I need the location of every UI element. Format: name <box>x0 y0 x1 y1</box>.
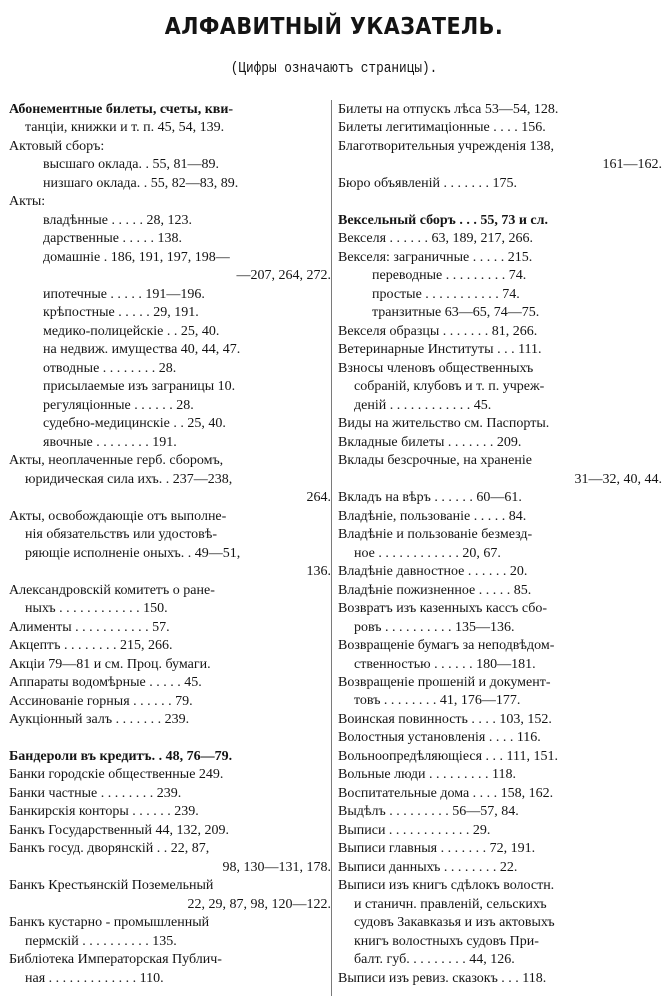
index-entry: книгъ волостныхъ судовъ При- <box>354 933 539 949</box>
index-entry: ная . . . . . . . . . . . . . 110. <box>25 970 164 986</box>
index-entry: ное . . . . . . . . . . . . 20, 67. <box>354 545 501 561</box>
index-entry: 22, 29, 87, 98, 120—122. <box>187 896 331 912</box>
index-entry: Владѣніе и пользованіе безмезд- <box>338 527 533 543</box>
index-entry: судовъ Закавказья и изъ актовыхъ <box>354 915 555 931</box>
index-entry: крѣпостные . . . . . 29, 191. <box>43 305 199 321</box>
index-entry: товъ . . . . . . . . 41, 176—177. <box>354 693 521 709</box>
index-entry: Акты, освобождающіе отъ выполне- <box>9 508 227 524</box>
index-entry: Банки частные . . . . . . . . 239. <box>9 785 182 801</box>
index-entry: Абонементные билеты, счеты, кви- <box>9 102 234 117</box>
section-spacer <box>338 193 662 211</box>
index-entry: транзитные 63—65, 74—75. <box>372 305 540 321</box>
page-title: АЛФАВИТНЫЙ УКАЗАТЕЛЬ. <box>164 14 504 40</box>
index-entry: Благотворительныя учрежденія 138, <box>338 138 555 154</box>
index-entry: Владѣніе пожизненное . . . . . 85. <box>338 582 532 598</box>
index-entry: Выписи . . . . . . . . . . . . 29. <box>338 822 491 838</box>
index-entry: и станичн. правленій, сельскихъ <box>354 896 547 912</box>
index-entry: танціи, книжки и т. п. 45, 54, 139. <box>25 120 225 136</box>
index-entry: высшаго оклада. . 55, 81—89. <box>43 157 219 173</box>
index-entry: владѣнные . . . . . 28, 123. <box>43 212 192 228</box>
index-entry: Акты: <box>9 194 46 210</box>
index-entry: Векселя образцы . . . . . . . 81, 266. <box>338 323 538 339</box>
index-entry: Вольноопредѣляющіеся . . . 111, 151. <box>338 748 558 764</box>
index-entry: Ассинованіе горныя . . . . . . 79. <box>9 693 193 709</box>
index-entry: 136. <box>306 564 331 580</box>
index-entry: Выписи данныхъ . . . . . . . . 22. <box>338 859 518 875</box>
index-entry: Воинская повинность . . . . 103, 152. <box>338 711 552 727</box>
index-entry: отводные . . . . . . . . 28. <box>43 360 177 376</box>
index-entry: Акцептъ . . . . . . . . 215, 266. <box>9 638 173 654</box>
index-entry: Взносы членовъ общественныхъ <box>338 360 534 376</box>
index-entry: Библіотека Императорская Публич- <box>9 952 222 968</box>
index-entry: Банкъ госуд. дворянскій . . 22, 87, <box>9 841 210 857</box>
index-entry: Векселя . . . . . . 63, 189, 217, 266. <box>338 231 534 247</box>
index-entry: Выдѣлъ . . . . . . . . . 56—57, 84. <box>338 804 519 820</box>
index-entry: Банкъ Крестьянскій Поземельный <box>9 878 214 894</box>
index-entry: Возвратъ изъ казенныхъ кассъ сбо- <box>338 601 547 617</box>
index-entry: регуляціонные . . . . . . 28. <box>43 397 194 413</box>
index-entry: —207, 264, 272. <box>236 268 331 284</box>
index-entry: Векселя: заграничные . . . . . 215. <box>338 249 533 265</box>
index-entry: на недвиж. имущества 40, 44, 47. <box>43 342 241 358</box>
index-entry: Билеты на отпускъ лѣса 53—54, 128. <box>338 102 559 117</box>
index-entry: Банки городскіе общественные 249. <box>9 767 224 783</box>
index-entry: ровъ . . . . . . . . . . 135—136. <box>354 619 515 635</box>
index-entry: Волостныя установленія . . . . 116. <box>338 730 541 746</box>
index-entry: 98, 130—131, 178. <box>222 859 331 875</box>
index-entry: Возвращеніе бумагъ за неподвѣдом- <box>338 638 555 654</box>
index-entry: Владѣніе давностное . . . . . . 20. <box>338 564 528 580</box>
index-entry: ряющіе исполненіе оныхъ. . 49—51, <box>25 545 241 561</box>
index-entry: дарственные . . . . . 138. <box>43 231 183 247</box>
index-entry: Аппараты водомѣрные . . . . . 45. <box>9 675 202 691</box>
index-entry: Вексельный сборъ . . . 55, 73 и сл. <box>338 212 548 228</box>
index-entry: юридическая сила ихъ. . 237—238, <box>25 471 233 487</box>
index-entry: нія обязательствъ или удостовѣ- <box>25 527 218 543</box>
index-entry: Ветеринарные Институты . . . 111. <box>338 342 542 358</box>
index-entry: Воспитательные дома . . . . 158, 162. <box>338 785 554 801</box>
index-entry: Актовый сборъ: <box>9 138 105 154</box>
index-entry: присылаемые изъ заграницы 10. <box>43 379 236 395</box>
index-entry: Банкъ Государственный 44, 132, 209. <box>9 822 229 838</box>
index-entry: ипотечные . . . . . 191—196. <box>43 286 205 302</box>
index-entry: ственностью . . . . . . 180—181. <box>354 656 536 672</box>
index-entry: Виды на жительство см. Паспорты. <box>338 416 550 432</box>
index-entry: простые . . . . . . . . . . . 74. <box>372 286 520 302</box>
index-entry: Вкладъ на вѣръ . . . . . . 60—61. <box>338 490 522 506</box>
index-entry: Вкладные билеты . . . . . . . 209. <box>338 434 522 450</box>
page-subtitle: (Цифры означаютъ страницы). <box>230 60 438 77</box>
index-entry: Возвращеніе прошеній и документ- <box>338 675 551 690</box>
index-column-right <box>338 101 662 988</box>
index-entry: Акціи 79—81 и см. Проц. бумаги. <box>9 656 211 672</box>
index-entry: Аукціонный залъ . . . . . . . 239. <box>9 711 190 727</box>
index-entry: Бюро объявленій . . . . . . . 175. <box>338 175 517 191</box>
index-entry: Вольные люди . . . . . . . . . 118. <box>338 767 516 783</box>
index-entry: низшаго оклада. . 55, 82—83, 89. <box>43 175 239 191</box>
index-entry: Выписи изъ ревиз. сказокъ . . . 118. <box>338 970 547 986</box>
index-entry: Владѣніе, пользованіе . . . . . 84. <box>338 508 527 524</box>
index-entry: домашніе . 186, 191, 197, 198— <box>43 249 230 265</box>
index-entry: Бандероли въ кредитъ. . 48, 76—79. <box>9 748 233 764</box>
index-entry: явочные . . . . . . . . 191. <box>43 434 177 450</box>
index-entry: 161—162. <box>602 157 662 173</box>
index-entry: судебно-медицинскіе . . 25, 40. <box>43 416 226 432</box>
index-entry: Акты, неоплаченные герб. сборомъ, <box>9 453 224 469</box>
index-entry: деній . . . . . . . . . . . . 45. <box>354 397 492 413</box>
index-entry: 31—32, 40, 44. <box>574 471 662 487</box>
index-entry: Вклады безсрочные, на храненіе <box>338 453 532 469</box>
index-entry: балт. губ. . . . . . . . . 44, 126. <box>354 952 515 968</box>
index-entry: пермскій . . . . . . . . . . 135. <box>25 933 177 949</box>
index-column-left <box>9 101 331 988</box>
index-entry: Алименты . . . . . . . . . . . 57. <box>9 619 170 635</box>
index-entry: переводные . . . . . . . . . 74. <box>372 268 527 284</box>
index-entry: Александровскій комитетъ о ране- <box>9 582 215 598</box>
section-spacer <box>9 729 331 747</box>
index-entry: Выписи изъ книгъ сдѣлокъ волостн. <box>338 878 555 894</box>
column-divider <box>331 100 332 996</box>
index-entry: 264. <box>306 490 331 506</box>
index-entry: Билеты легитимаціонные . . . . 156. <box>338 120 546 136</box>
index-entry: Банкъ кустарно - промышленный <box>9 915 210 931</box>
index-entry: Выписи главныя . . . . . . . 72, 191. <box>338 841 536 857</box>
index-entry: собраній, клубовъ и т. п. учреж- <box>354 379 545 395</box>
index-entry: медико-полицейскіе . . 25, 40. <box>43 323 220 339</box>
index-entry: ныхъ . . . . . . . . . . . . 150. <box>25 601 168 617</box>
index-entry: Банкирскія конторы . . . . . . 239. <box>9 804 199 820</box>
